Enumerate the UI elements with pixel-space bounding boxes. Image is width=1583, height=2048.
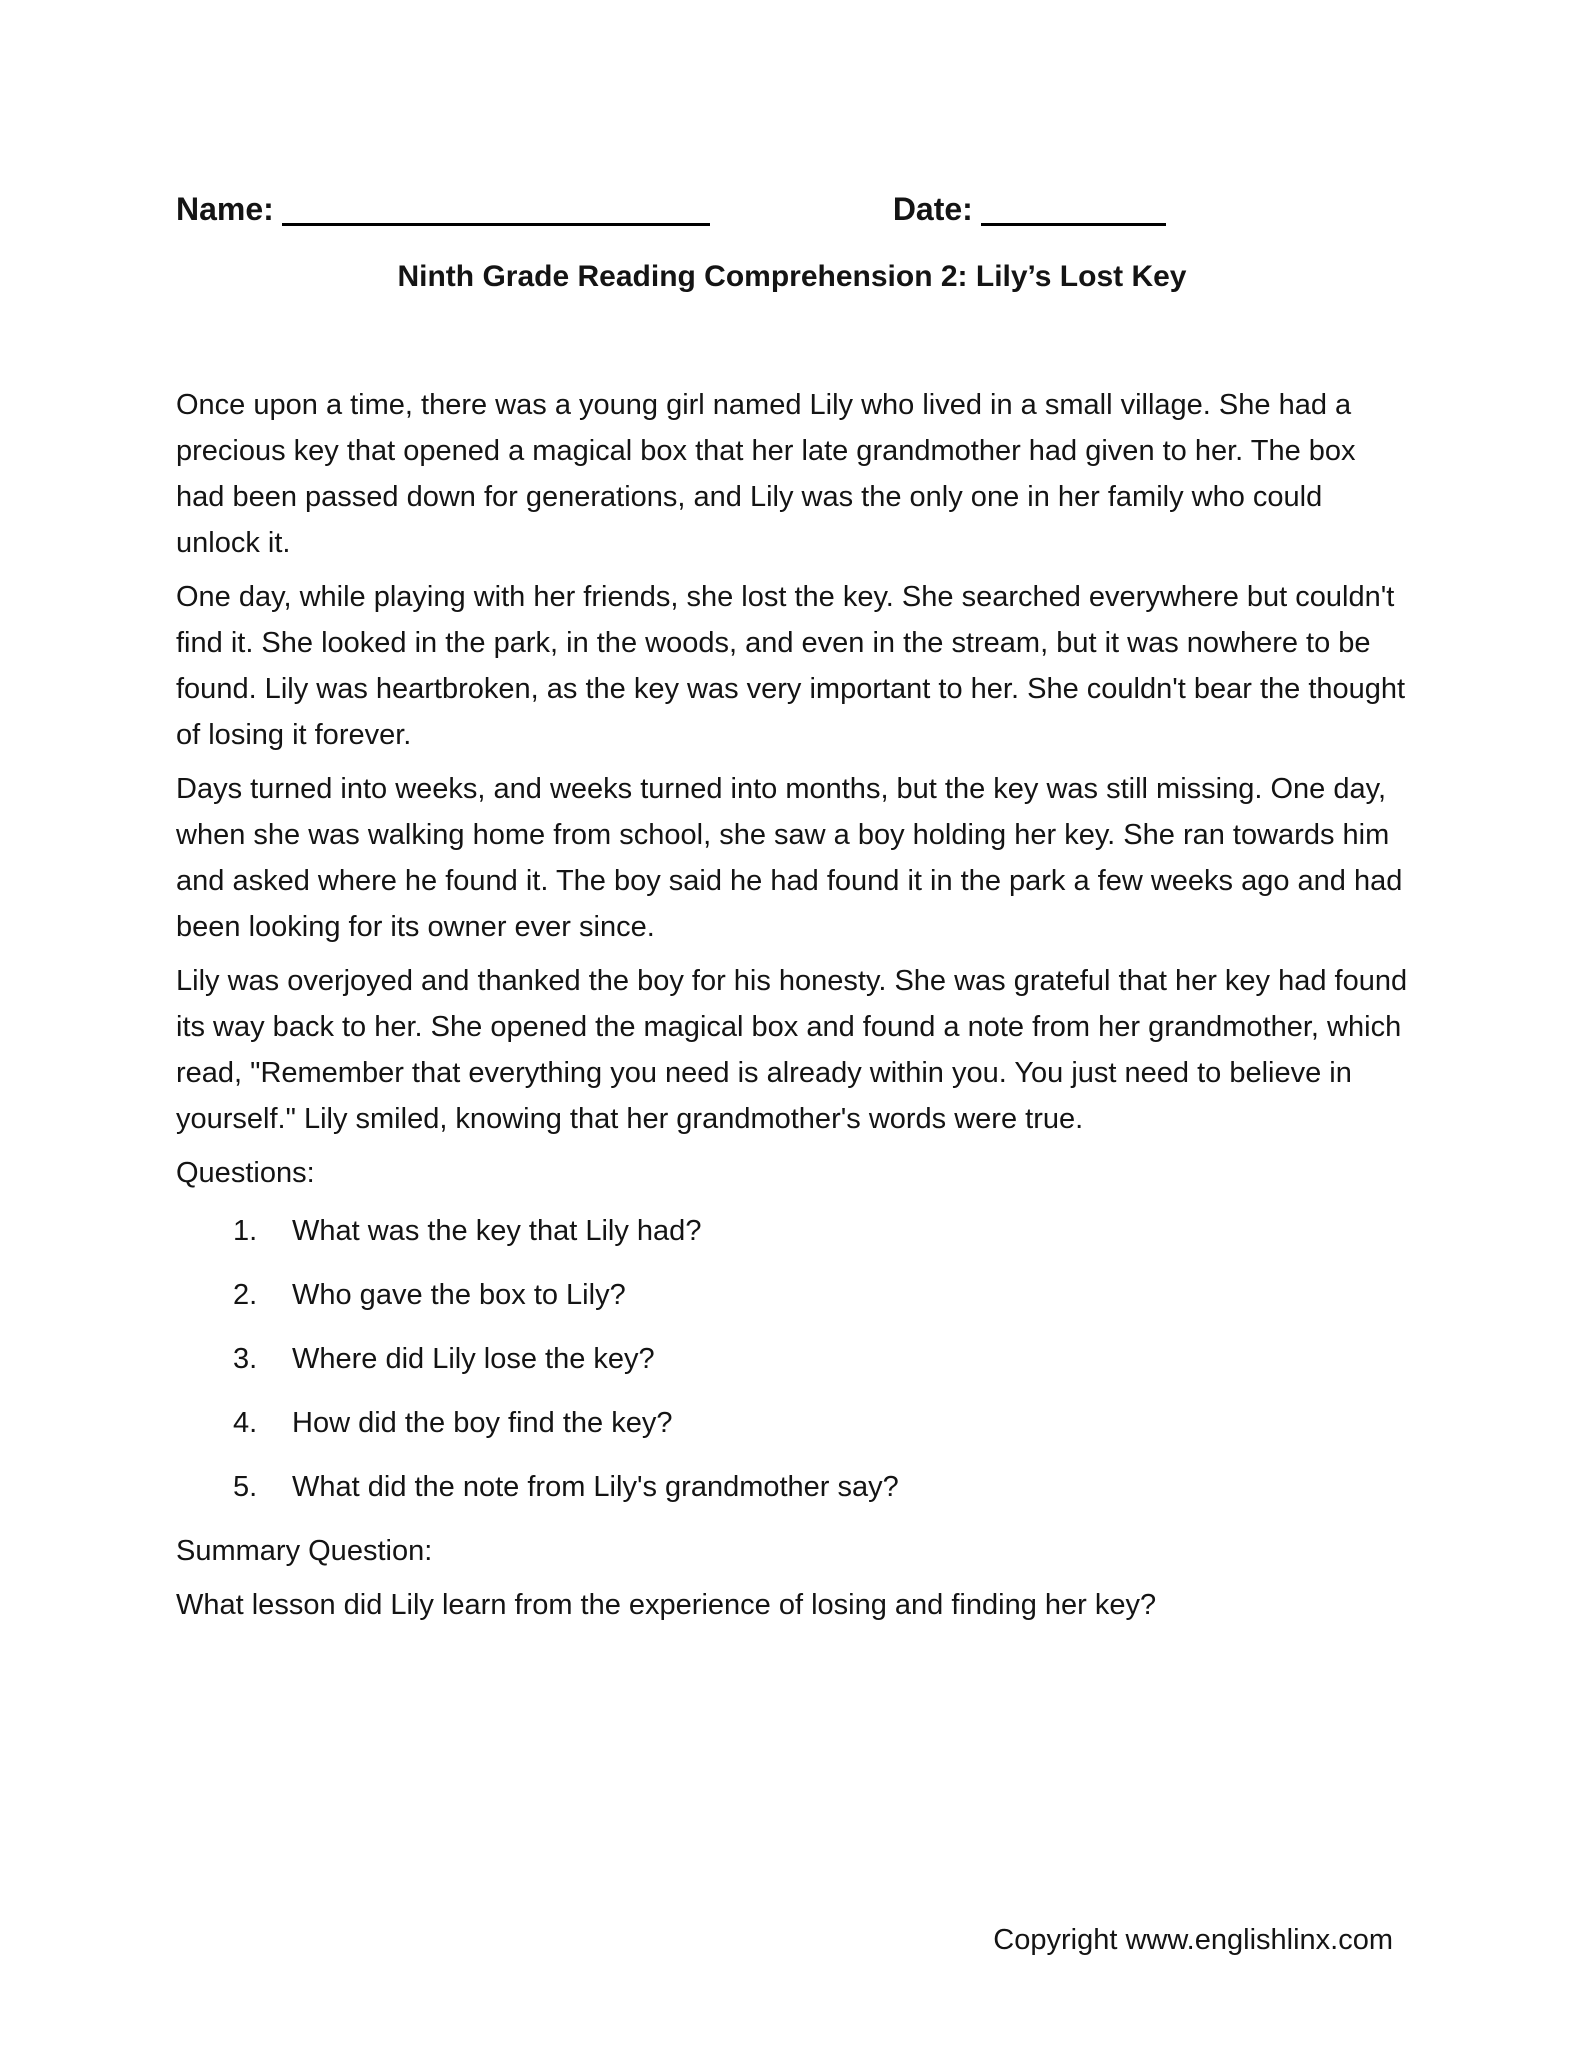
question-item: What was the key that Lily had? xyxy=(292,1215,702,1247)
summary-heading: Summary Question: xyxy=(176,1535,433,1567)
summary-question: What lesson did Lily learn from the experience of losing and finding her key? xyxy=(176,1589,1157,1621)
question-item: Where did Lily lose the key? xyxy=(292,1343,655,1375)
question-item: How did the boy find the key? xyxy=(292,1407,673,1439)
worksheet-content xyxy=(176,192,1408,1628)
date-label: Date: xyxy=(892,191,973,227)
name-blank-field xyxy=(282,192,710,226)
story-paragraph: Days turned into weeks, and weeks turned into months, but the key was still missing. One day, when she was walking home from school, she saw a boy holding her key. She ran towards him and asked where he found it. The boy said he had found it in the park a few weeks ago and had been looking for its owner ever since. xyxy=(176,773,1403,943)
copyright-footer: Copyright www.englishlinx.com xyxy=(993,1924,1393,1956)
questions-heading: Questions: xyxy=(176,1157,315,1189)
name-date-row xyxy=(176,192,1408,226)
questions-list xyxy=(176,1208,1408,1510)
question-item: What did the note from Lily's grandmother say? xyxy=(292,1471,899,1503)
name-label: Name: xyxy=(176,191,274,227)
story-paragraph: Lily was overjoyed and thanked the boy for his honesty. She was grateful that her key had found its way back to her. She opened the magical box and found a note from her grandmother, which read, "Remember that everything you need is already within you. You just need to believe in yourself." Lily smiled, knowing that her grandmother's words were true. xyxy=(176,965,1408,1135)
date-blank-field xyxy=(981,192,1166,226)
page-title: Ninth Grade Reading Comprehension 2: Lily’s Lost Key xyxy=(397,260,1187,293)
story-paragraph: Once upon a time, there was a young girl named Lily who lived in a small village. She had a precious key that opened a magical box that her late grandmother had given to her. The box had been passed down for generations, and Lily was the only one in her family who could unlock it. xyxy=(176,389,1356,559)
story-paragraph: One day, while playing with her friends, she lost the key. She searched everywhere but couldn't find it. She looked in the park, in the woods, and even in the stream, but it was nowhere to be found. Lily was heartbroken, as the key was very important to her. She couldn't bear the thought of losing it forever. xyxy=(176,581,1406,751)
question-item: Who gave the box to Lily? xyxy=(292,1279,626,1311)
story-body xyxy=(176,382,1408,1628)
